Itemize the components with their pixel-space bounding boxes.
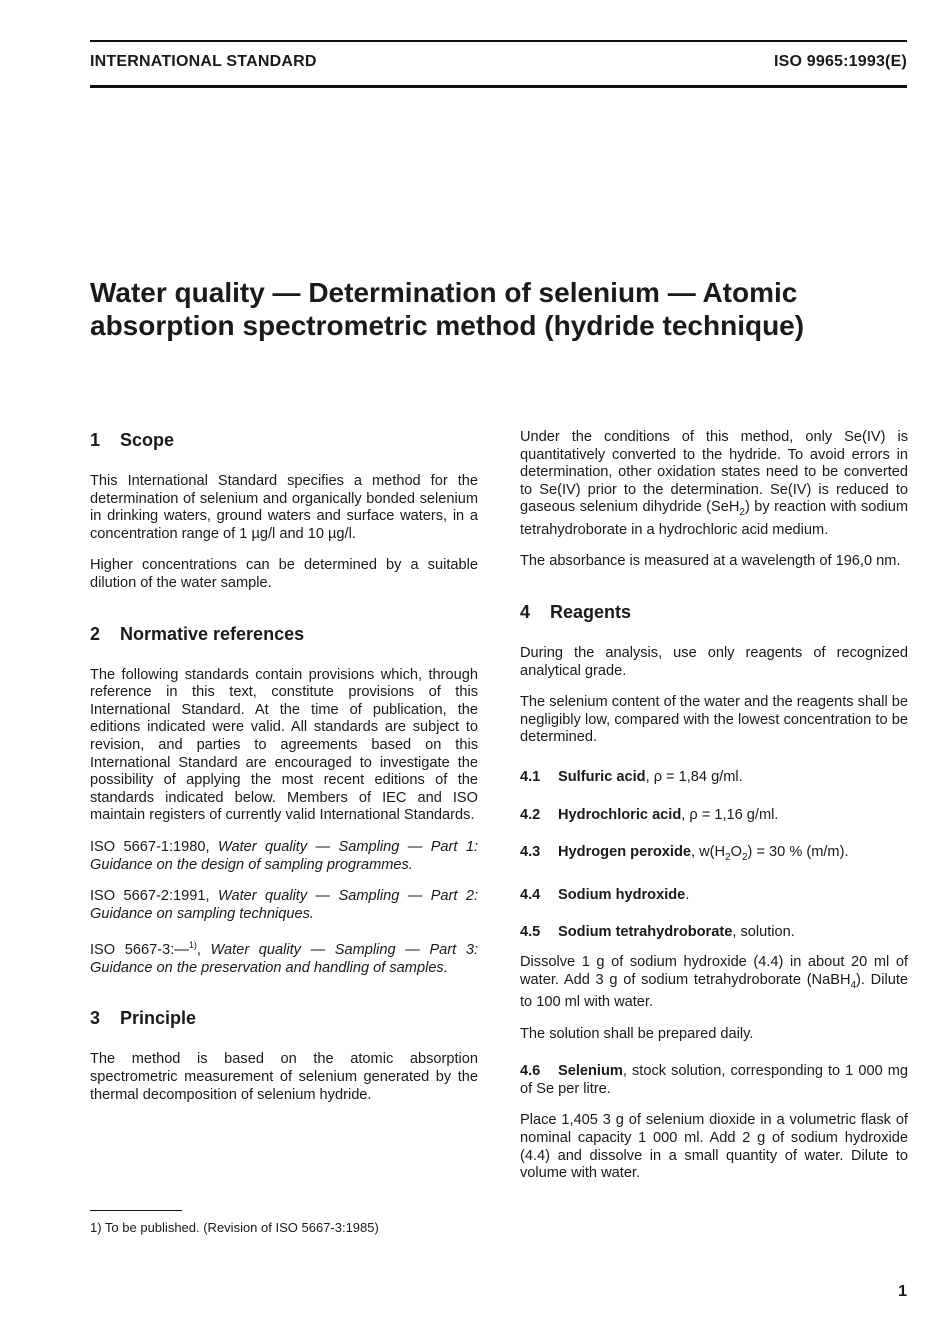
reagents-paragraph-1: During the analysis, use only reagents of recognized analytical grade.	[520, 645, 908, 679]
right-column	[520, 429, 908, 1197]
section-title: Reagents	[550, 602, 632, 623]
principle-paragraph-1: The method is based on the atomic absorption spectrometric measurement of selenium generated by the thermal decomposition of selenium hydride.	[90, 1051, 478, 1103]
principle-paragraph-2: Under the conditions of this method, only Se(IV) is quantitatively converted to the hydride. To avoid errors in determination, other oxidation states need to be converted to Se(IV) prior to the determination. Se(IV) is reduced to gaseous selenium dihydride (SeH$_2$) by reaction with sodium tetrahydroborate in a hydrochloric acid medium.	[520, 429, 908, 538]
section-number: 3	[90, 1008, 101, 1029]
section-title: Scope	[120, 430, 175, 450]
normative-paragraph: The following standards contain provisions which, through reference in this text, constitute provisions of this International Standard. At the time of publication, the editions indicated were valid. All standards are subject to revision, and parties to agreements based on this International Standard are encouraged to investigate the possibility of applying the most recent editions of the standards indicated below. Members of IEC and ISO maintain registers of currently valid International Standards.	[90, 666, 478, 824]
footnote-marker: 1)	[188, 940, 197, 951]
reagent-4-5-paragraph-1: Dissolve 1 g of sodium hydroxide (4.4) in about 20 ml of water. Add 3 g of sodium tetrahydroborate (NaBH$_4$). Dilute to 100 ml with water.	[520, 953, 908, 1010]
reference-title: Water quality — Sampling — Part 2: Guidance on sampling techniques.	[90, 888, 479, 922]
reagent-4-3: 4.3 Hydrogen peroxide, $w(H_2O_2) = 30$ % (m/m).	[520, 844, 849, 864]
header-standard-number: ISO 9965:1993(E)	[773, 53, 907, 70]
section-heading-principle	[90, 1007, 478, 1029]
section-number: 2	[90, 623, 101, 644]
document-title: Water quality — Determination of selenium — Atomic absorption spectrometric method (hydride technique)	[90, 277, 805, 341]
section-number: 1	[90, 430, 101, 450]
reference-iso-5667-1	[90, 839, 478, 874]
reagents-paragraph-2: The selenium content of the water and the reagents shall be negligibly low, compared with the lowest concentration to be determined.	[520, 694, 908, 746]
reference-code: ISO 5667-1:1980,	[90, 838, 210, 855]
reagent-4-2: 4.2 Hydrochloric acid, ρ = 1,16 g/ml.	[520, 806, 779, 823]
footnote-rule	[90, 1210, 182, 1211]
section-heading-scope	[90, 429, 478, 451]
scope-paragraph-1: This International Standard specifies a method for the determination of selenium and organically bonded selenium in drinking waters, ground waters and surface waters, in a concentration range of 1 µg/l and 10 µg/l.	[90, 473, 478, 542]
section-number: 4	[520, 602, 531, 623]
reagent-4-6-paragraph-1: Place 1,405 3 g of selenium dioxide in a volumetric flask of nominal capacity 1 000 ml. Add 2 g of sodium hydroxide (4.4) and dissolve in a small quantity of water. Dilute to volume with water.	[520, 1112, 908, 1182]
footnote: 1) To be published. (Revision of ISO 5667-3:1985)	[90, 1220, 379, 1235]
reagent-4-1: 4.1 Sulfuric acid, ρ = 1,84 g/ml.	[520, 769, 743, 786]
section-heading-reagents	[520, 601, 908, 623]
page-number: 1	[898, 1283, 907, 1300]
principle-paragraph-3: The absorbance is measured at a wavelength of 196,0 nm.	[520, 553, 901, 570]
reagent-4-6: 4.6 Selenium, stock solution, corresponding to 1 000 mg of Se per litre.	[520, 1063, 908, 1097]
reference-iso-5667-2	[90, 888, 478, 923]
reagent-4-5: 4.5 Sodium tetrahydroborate, solution.	[520, 924, 795, 941]
reagent-4-4: 4.4 Sodium hydroxide.	[520, 886, 690, 903]
scope-paragraph-2: Higher concentrations can be determined by a suitable dilution of the water sample.	[90, 557, 478, 591]
section-title: Normative references	[120, 623, 305, 644]
reagent-4-5-paragraph-2: The solution shall be prepared daily.	[520, 1025, 754, 1042]
header-standard-type: INTERNATIONAL STANDARD	[90, 53, 317, 70]
left-column	[90, 429, 478, 1118]
reference-code: ISO 5667-2:1991,	[90, 888, 210, 905]
section-heading-normative-references	[90, 623, 478, 645]
reference-title: Water quality — Sampling — Part 3: Guidance on the preservation and handling of samples.	[90, 942, 478, 976]
header-rule	[90, 85, 907, 88]
reference-title: Water quality — Sampling — Part 1: Guidance on the design of sampling programmes.	[90, 838, 479, 873]
reference-code: ISO 5667-3:—	[90, 942, 189, 959]
reference-iso-5667-3: ISO 5667-3:—$^{1)}$, Water quality — Sampling — Part 3: Guidance on the preservation and handling of samples.	[90, 940, 478, 976]
section-title: Principle	[120, 1008, 197, 1029]
top-rule	[90, 40, 907, 42]
